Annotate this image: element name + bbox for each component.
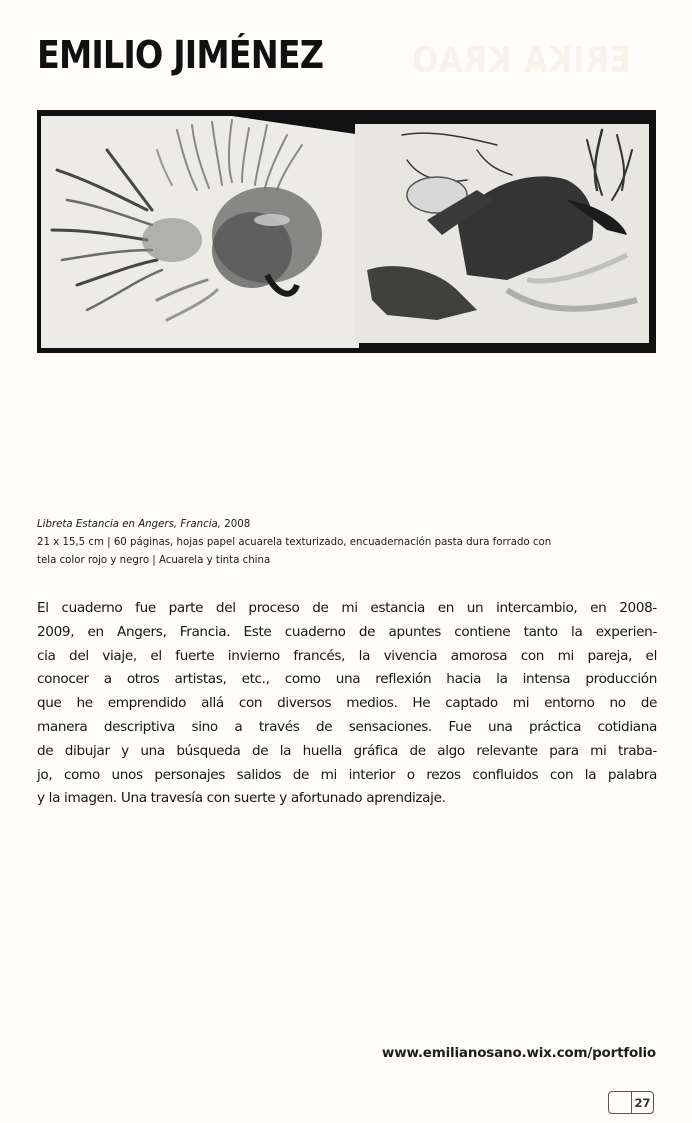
- body-line: y la imagen. Una travesía con suerte y afortunado aprendizaje.: [37, 790, 446, 807]
- body-paragraph: [37, 597, 657, 811]
- artist-name-title: EMILIO JIMÉNEZ: [37, 33, 324, 77]
- caption-title-line: [37, 516, 662, 534]
- body-line: conocer a otros artistas, etc., como una reflexión hacia la intensa producción: [37, 671, 657, 688]
- page-number: 27: [634, 1095, 651, 1110]
- website-link[interactable]: www.emilianosano.wix.com/portfolio: [381, 1045, 656, 1061]
- caption-details-line-2: tela color rojo y negro | Acuarela y tinta china: [37, 555, 271, 566]
- page-number-blank-cell: [609, 1092, 632, 1113]
- body-line: jo, como unos personajes salidos de mi interior o rezos confluidos con la palabra: [37, 766, 657, 783]
- ink-drawing: [37, 110, 656, 353]
- caption-details-line-1: 21 x 15,5 cm | 60 páginas, hojas papel acuarela texturizado, encuadernación pasta dura forrado con: [37, 537, 552, 548]
- body-line: cia del viaje, el fuerte invierno francés, la vivencia amorosa con mi pareja, el: [37, 647, 657, 664]
- body-line: que he emprendido allá con diversos medios. He captado mi entorno no de: [37, 695, 657, 712]
- artwork-image: [37, 110, 656, 353]
- show-through-text: ERIKA KRAO: [411, 40, 631, 81]
- caption-title: Libreta Estancia en Angers, Francia,: [37, 519, 222, 530]
- artwork-caption: [37, 516, 662, 570]
- body-line: de dibujar y una búsqueda de la huella gráfica de algo relevante para mi traba-: [37, 742, 657, 759]
- body-line: 2009, en Angers, Francia. Este cuaderno de apuntes contiene tanto la experien-: [37, 623, 657, 640]
- body-line: manera descriptiva sino a través de sensaciones. Fue una práctica cotidiana: [37, 718, 657, 735]
- caption-year: 2008: [224, 519, 251, 530]
- page-number-badge: [608, 1091, 654, 1114]
- body-line: El cuaderno fue parte del proceso de mi estancia en un intercambio, en 2008-: [37, 600, 657, 616]
